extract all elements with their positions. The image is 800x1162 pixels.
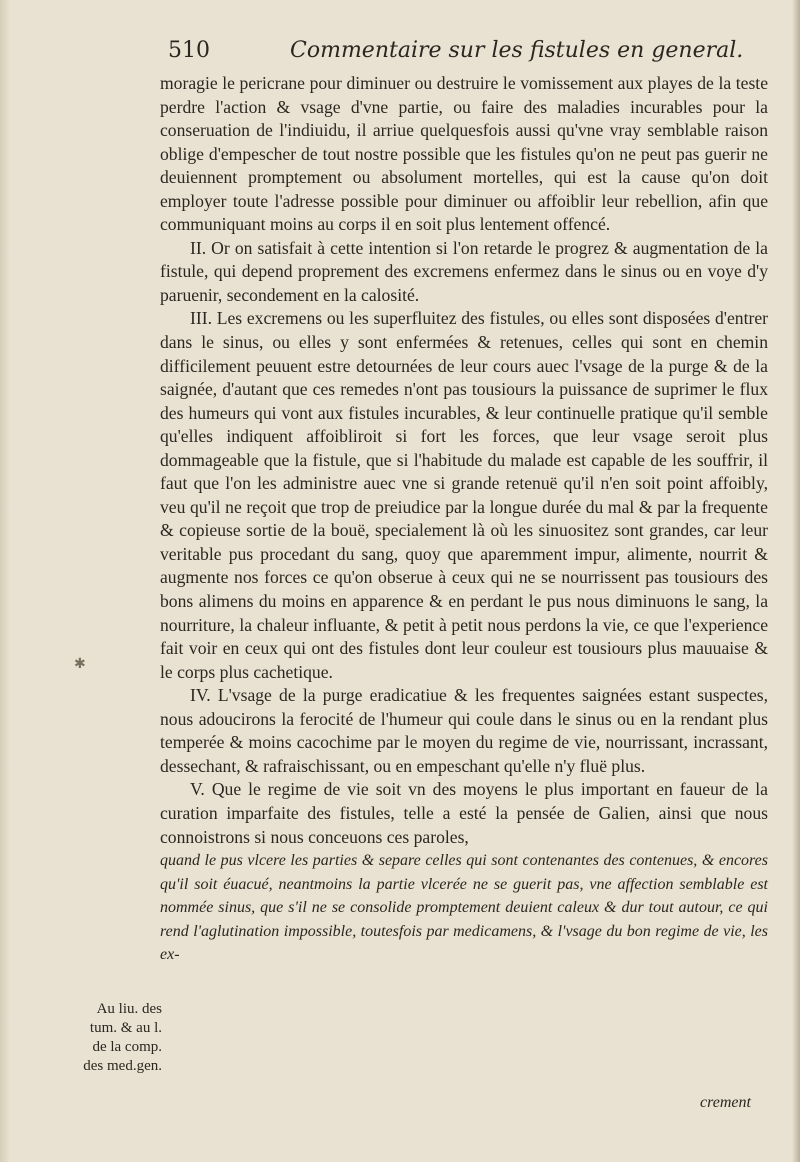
running-title: Commentaire sur les fistules en general. (290, 38, 744, 63)
margin-mark-icon: ✱ (74, 656, 86, 672)
catch-word: crement (700, 1094, 751, 1111)
paragraph-ii: II. Or on satisfait à cette intention si l'on retarde le progrez & augmentation de la fistule, qui depend proprement des excremens enfermez dans le sinus ou en voye d'y paruenir, secondement en la calosité. (160, 237, 768, 305)
margin-note-line: Au liu. des (96, 1001, 162, 1017)
paragraph-v: V. Que le regime de vie soit vn des moyens le plus important en faueur de la curation imparfaite des fistules, telle a esté la pensée de Galien, ainsi que nous connoistrons si nous conceuons ces paroles, (160, 779, 768, 847)
paragraph-iii: III. Les excremens ou les superfluitez des fistules, ou elles sont disposées d'entrer dans le sinus, ou elles y sont enfermées & retenues, celles qui sont en chemin difficilement peuuent estre detournées de leur cours auec l'vsage de la purge & de la saignée, d'autant que ces remedes n'ont pas tousiours la puissance de suprimer le flux des humeurs qui vont aux fistules incurables, & leur continuelle pratique qu'il semble qu'elles indiquent affoibliroit si fort les forces, que leur vsage seroit plus dommageable que la fistule, que si l'habitude du malade est capable de les souffrir, il faut que l'on les administre auec vne si grande retenuë qu'il n'en soit point affoibly, veu qu'il ne reçoit que trop de preiudice par la longue durée du mal & par la frequente & copieuse sortie de la bouë, specialement là où les sinuositez sont grandes, car leur veritable pus procedant du sang, quoy que aparemment impur, alimente, nourrit & augmente nos forces ce qu'on obserue à ceux qui ne se nourrissent pas tousiours des bons alimens du moins en apparence & en perdant le pus nous diminuons le sang, la nourriture, la chaleur influante, & petit à petit nous perdons la vie, ce que l'experience fait voir en ceux qui ont des fistules dont leur couleur est tousiours plus mauuaise & le corps plus cachetique. (160, 308, 768, 682)
margin-note-line: de la comp. (92, 1039, 162, 1055)
page-edge-right (792, 0, 800, 1162)
margin-note (52, 1000, 162, 1076)
paragraph-iv: IV. L'vsage de la purge eradicatiue & les frequentes saignées estant suspectes, nous adoucirons la ferocité de l'humeur qui coule dans le sinus ou en la rendant plus temperée & moins cacochime par le moyen du regime de vie, nourrissant, incrassant, dessechant, & rafraischissant, ou en empeschant qu'elle n'y fluë plus. (160, 685, 768, 776)
galen-quotation: quand le pus vlcere les parties & separe celles qui sont contenantes des contenues, & encores qu'il soit éuacué, neantmoins la partie vlcerée ne se guerit pas, vne affection semblable est nommée sinus, que s'il ne se consolide promptement deuient caleux & dur tout autour, ce qui rend l'aglutination impossible, toutesfois par medicamens, & l'vsage du bon regime de vie, les ex- (160, 852, 768, 964)
margin-note-line: tum. & au l. (89, 1020, 162, 1036)
margin-note-line: des med.gen. (83, 1058, 162, 1074)
main-text (160, 72, 768, 967)
page-number: 510 (168, 38, 210, 63)
paragraph-continuation: moragie le pericrane pour diminuer ou destruire le vomissement aux playes de la teste perdre l'action & vsage d'vne partie, ou faire des maladies incurables pour la conseruation de l'indiuidu, il arriue quelquesfois aussi qu'vne vray semblable raison oblige d'empescher de tout nostre possible que les fistules qu'on ne peut pas guerir ne deuiennent promptement ou absolument mortelles, qui est la cause qu'on doit employer toute l'adresse possible pour diminuer ou affoiblir leur rebellion, afin que communiquant moins au corps il en soit plus lentement offencé. (160, 73, 768, 235)
page-edge-left (0, 0, 10, 1162)
page-header (168, 36, 768, 70)
